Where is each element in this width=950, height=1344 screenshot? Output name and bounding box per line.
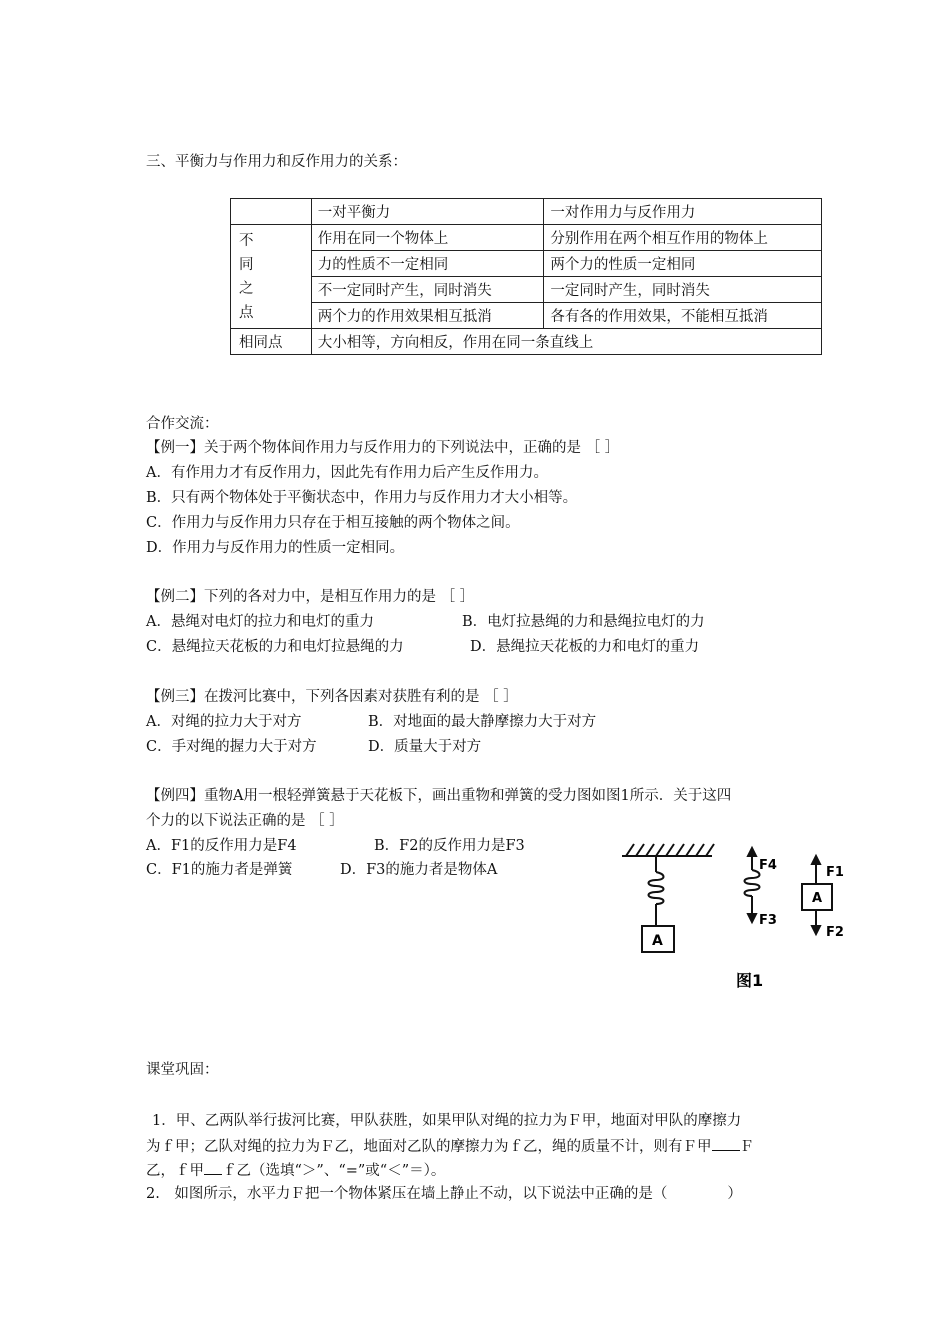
example-4-question-line2: 个力的以下说法正确的是 ［ ］ — [146, 813, 344, 829]
hanging-block-label: A — [652, 933, 663, 949]
table-cell: 两个力的作用效果相互抵消 — [311, 303, 544, 329]
table-row — [231, 303, 822, 329]
force-diagram — [612, 836, 852, 996]
q1-line3-a: 乙，ｆ甲 — [146, 1163, 204, 1179]
q2-line — [146, 1184, 742, 1204]
table-header-row — [231, 199, 822, 225]
same-label: 相同点 — [231, 329, 312, 355]
example-3-option-b: B．对地面的最大静摩擦力大于对方 — [368, 714, 597, 730]
q2-close: ） — [727, 1186, 742, 1202]
table-cell: 力的性质不一定相同 — [311, 251, 544, 277]
example-1-option-c: C．作用力与反作用力只存在于相互接触的两个物体之间。 — [146, 515, 520, 531]
example-2-option-d: D．悬绳拉天花板的力和电灯的重力 — [470, 639, 700, 655]
table-cell: 作用在同一个物体上 — [311, 225, 544, 251]
example-4-option-a: A．F1的反作用力是F4 — [146, 838, 297, 854]
example-3-question: 【例三】在拨河比赛中，下列各因素对获胜有利的是 ［ ］ — [146, 689, 518, 705]
ceiling-hatch — [622, 844, 714, 856]
table-row — [231, 225, 822, 251]
example-2-option-b: B．电灯拉悬绳的力和悬绳拉电灯的力 — [462, 614, 705, 630]
table-cell: 大小相等，方向相反，作用在同一条直线上 — [311, 329, 821, 355]
q1-line1: 1．甲、乙两队举行拔河比赛，甲队获胜，如果甲队对绳的拉力为Ｆ甲，地面对甲队的摩擦力 — [152, 1113, 742, 1129]
example-4-option-c: C．F1的施力者是弹簧 — [146, 862, 293, 878]
example-4-option-b: B．F2的反作用力是F3 — [374, 838, 525, 854]
example-1-option-b: B．只有两个物体处于平衡状态中，作用力与反作用力才大小相等。 — [146, 490, 578, 506]
q1-blank-2[interactable] — [204, 1160, 222, 1175]
force-label-f4: F4 — [759, 858, 777, 873]
q1-line3 — [146, 1160, 445, 1181]
force-label-f1: F1 — [826, 865, 844, 880]
comparison-table — [230, 198, 822, 355]
example-4-question-line1: 【例四】重物A用一根轻弹簧悬于天花板下，画出重物和弹簧的受力图如图1所示．关于这四 — [146, 788, 732, 804]
example-2-option-c: C．悬绳拉天花板的力和电灯拉悬绳的力 — [146, 639, 404, 655]
practice-title: 课堂巩固： — [146, 1062, 219, 1078]
table-cell: 各有各的作用效果，不能相互抵消 — [544, 303, 822, 329]
coop-title: 合作交流： — [146, 416, 219, 432]
example-1-option-d: D．作用力与反作用力的性质一定相同。 — [146, 540, 405, 556]
q1-blank-1[interactable] — [712, 1136, 740, 1151]
example-2-option-a: A．悬绳对电灯的拉力和电灯的重力 — [146, 614, 374, 630]
example-3-option-c: C．手对绳的握力大于对方 — [146, 739, 317, 755]
diff-label-char: 点 — [239, 304, 254, 321]
figure-1 — [612, 836, 852, 996]
example-3-option-d: D．质量大于对方 — [368, 739, 482, 755]
example-1-option-a: A．有作用力才有反作用力，因此先有作用力后产生反作用力。 — [146, 465, 548, 481]
diff-label-char: 不 — [239, 232, 254, 249]
table-header-cell — [231, 199, 312, 225]
table-header-cell: 一对作用力与反作用力 — [544, 199, 822, 225]
table-cell: 不一定同时产生，同时消失 — [311, 277, 544, 303]
example-3-option-a: A．对绳的拉力大于对方 — [146, 714, 302, 730]
force-label-f2: F2 — [826, 925, 844, 940]
spring-fbd — [745, 848, 760, 922]
table-row — [231, 251, 822, 277]
diff-label-char: 之 — [239, 280, 254, 297]
example-1-question: 【例一】关于两个物体间作用力与反作用力的下列说法中，正确的是 ［ ］ — [146, 440, 620, 456]
table-cell: 两个力的性质一定相同 — [544, 251, 822, 277]
q2-text: 2. 如图所示，水平力Ｆ把一个物体紧压在墙上静止不动，以下说法中正确的是（ — [146, 1186, 668, 1202]
example-4-option-d: D．F3的施力者是物体A — [340, 862, 498, 878]
section-title: 三、平衡力与作用力和反作用力的关系： — [146, 154, 407, 170]
table-row — [231, 329, 822, 355]
table-cell: 分别作用在两个相互作用的物体上 — [544, 225, 822, 251]
diff-label — [231, 225, 312, 329]
example-2-question: 【例二】下列的各对力中，是相互作用力的是 ［ ］ — [146, 589, 475, 605]
figure-caption: 图1 — [736, 971, 764, 990]
table-cell: 一定同时产生，同时消失 — [544, 277, 822, 303]
fbd-block-label: A — [812, 891, 823, 906]
diff-label-char: 同 — [239, 256, 254, 273]
force-label-f3: F3 — [759, 913, 777, 928]
q1-line2-end: Ｆ — [739, 1139, 754, 1155]
table-row — [231, 277, 822, 303]
spring — [649, 856, 664, 926]
q1-line3-b: ｆ乙（选填“＞”、“=”或“＜”＝）。 — [222, 1163, 446, 1179]
q1-line2-text: 为ｆ甲；乙队对绳的拉力为Ｆ乙，地面对乙队的摩擦力为ｆ乙，绳的质量不计，则有Ｆ甲 — [146, 1139, 712, 1155]
table-header-cell: 一对平衡力 — [311, 199, 544, 225]
q1-line2 — [146, 1136, 754, 1157]
